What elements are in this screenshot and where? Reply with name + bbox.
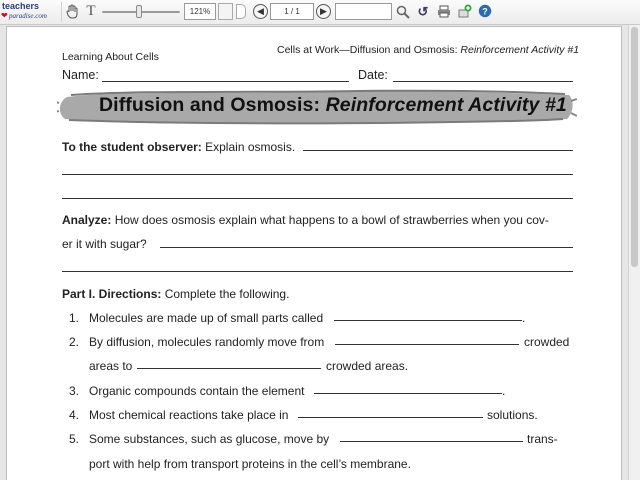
- item-5-text-c: port with help from transport proteins in the cell’s membrane.: [89, 457, 411, 471]
- date-label: Date:: [358, 68, 388, 82]
- item-2-text-b: crowded: [524, 335, 570, 349]
- svg-text:?: ?: [482, 6, 488, 17]
- item-5-blank[interactable]: [340, 441, 523, 442]
- refresh-icon[interactable]: ↺: [417, 4, 429, 19]
- observer-bold: To the student observer:: [62, 140, 202, 154]
- worksheet-page: [6, 26, 622, 480]
- hand-tool-icon[interactable]: [64, 3, 80, 20]
- part-text: Complete the following.: [161, 287, 290, 301]
- analyze-answer-line-2[interactable]: [62, 271, 573, 272]
- observer-prompt: [62, 140, 295, 154]
- search-input[interactable]: [335, 3, 392, 20]
- vertical-scrollbar[interactable]: [628, 25, 640, 480]
- analyze-answer-line-1[interactable]: [160, 247, 573, 248]
- header-right-italic: Reinforcement Activity #1: [460, 44, 580, 56]
- document-viewport[interactable]: [0, 25, 628, 480]
- title-italic: Reinforcement Activity #1: [325, 94, 567, 116]
- header-left: Learning About Cells: [62, 51, 159, 63]
- observer-answer-line-3[interactable]: [62, 198, 573, 199]
- item-3-text: Organic compounds contain the element: [89, 384, 305, 398]
- item-3-end: .: [502, 384, 506, 398]
- logo-text-bottom: paradise.com: [9, 12, 47, 20]
- item-2-number: 2.: [69, 335, 80, 349]
- item-3-number: 3.: [69, 384, 80, 398]
- item-3-blank[interactable]: [314, 393, 502, 394]
- logo-text-top: teachers: [2, 1, 40, 11]
- worksheet-title: [99, 94, 567, 117]
- item-4-number: 4.: [69, 408, 80, 422]
- item-5-text: Some substances, such as glucose, move by: [89, 432, 330, 446]
- scrollbar-thumb[interactable]: [631, 27, 638, 267]
- part-bold: Part I. Directions:: [62, 287, 162, 301]
- page-icon[interactable]: [236, 4, 246, 19]
- title-banner: [57, 89, 577, 125]
- item-2-text-d: crowded areas.: [326, 359, 409, 373]
- item-2-blank-1[interactable]: [335, 344, 519, 345]
- item-5-number: 5.: [69, 432, 80, 446]
- title-plain: Diffusion and Osmosis:: [99, 94, 326, 116]
- item-4-text: Most chemical reactions take place in: [89, 408, 289, 422]
- help-icon[interactable]: [477, 3, 493, 20]
- name-blank[interactable]: [102, 81, 349, 82]
- item-1-end: .: [522, 311, 526, 325]
- name-label: Name:: [62, 68, 99, 82]
- observer-text: Explain osmosis.: [201, 140, 296, 154]
- item-2-text: By diffusion, molecules randomly move from: [89, 335, 325, 349]
- item-2-blank-2[interactable]: [137, 368, 321, 369]
- analyze-bold: Analyze:: [62, 213, 112, 227]
- previous-page-icon[interactable]: ◀: [253, 4, 268, 19]
- item-1-number: 1.: [69, 311, 80, 325]
- page-number-field[interactable]: 1 / 1: [270, 3, 314, 20]
- zoom-slider-thumb[interactable]: [136, 5, 142, 18]
- part-one-directions: [62, 287, 289, 301]
- zoom-level-field[interactable]: 121%: [184, 3, 216, 20]
- date-blank[interactable]: [393, 81, 573, 82]
- teachers-paradise-logo[interactable]: [1, 2, 61, 22]
- analyze-prompt-line-1: [62, 213, 549, 227]
- item-1-blank[interactable]: [334, 320, 522, 321]
- item-4-blank[interactable]: [298, 417, 483, 418]
- next-page-icon[interactable]: ▶: [316, 4, 331, 19]
- analyze-prompt-line-2: er it with sugar?: [62, 237, 147, 251]
- print-icon[interactable]: [436, 3, 452, 20]
- item-2-text-c: areas to: [89, 359, 133, 373]
- header-right: [277, 44, 579, 56]
- item-1-text: Molecules are made up of small parts called: [89, 311, 324, 325]
- header-right-plain: Cells at Work—Diffusion and Osmosis:: [277, 44, 461, 56]
- analyze-text-1: How does osmosis explain what happens to a bowl of strawberries when you cov-: [111, 213, 549, 227]
- toolbar-divider: [61, 2, 62, 22]
- viewer-toolbar: [0, 0, 640, 25]
- item-4-end: solutions.: [487, 408, 538, 422]
- search-icon[interactable]: [395, 3, 411, 20]
- add-icon[interactable]: [457, 3, 473, 20]
- item-5-text-b: trans-: [527, 432, 558, 446]
- heart-icon: ❤: [1, 11, 8, 20]
- fit-page-icon[interactable]: [218, 3, 233, 20]
- text-select-icon[interactable]: T: [86, 3, 96, 19]
- observer-answer-line-1[interactable]: [303, 150, 573, 151]
- observer-answer-line-2[interactable]: [62, 174, 573, 175]
